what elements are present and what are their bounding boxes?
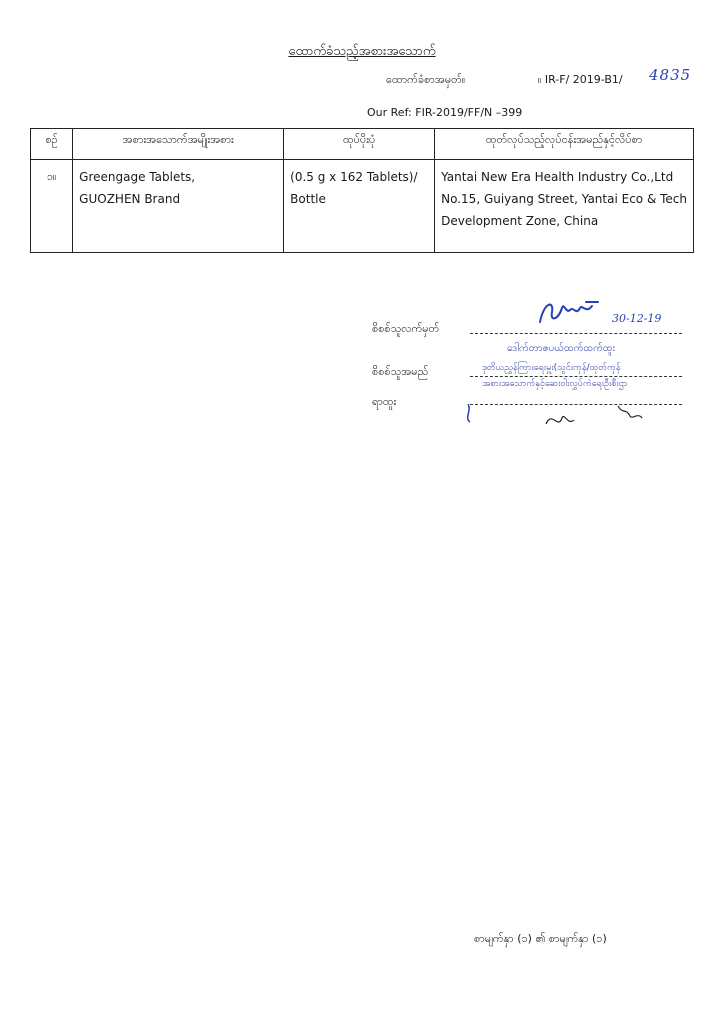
position-label: ရာထူး bbox=[372, 395, 397, 408]
page-number-footer: စာမျက်နှာ (၁) ၏ စာမျက်နှာ (၁) bbox=[474, 932, 607, 945]
header-manufacturer: ထုတ်လုပ်သည့်လုပ်ငန်းအမည်နှင့်လိပ်စာ bbox=[435, 129, 694, 160]
handwritten-date: 30-12-19 bbox=[612, 312, 662, 325]
import-number-handwritten: 4835 bbox=[649, 66, 692, 84]
name-dashed-line bbox=[470, 376, 682, 377]
stamp-title-line-2: အစားအသောက်နှင့်ဆေးဝါးလွှပ်ကဲရေးဦးစီးဌာ bbox=[482, 379, 628, 389]
product-brand-line: GUOZHEN Brand bbox=[79, 192, 181, 206]
our-reference: Our Ref: FIR-2019/FF/N –399 bbox=[367, 106, 523, 119]
header-serial-no: စဉ် bbox=[31, 129, 73, 160]
manufacturer-address-2: Development Zone, China bbox=[441, 214, 599, 228]
checker-name-label: စိစစ်သူအမည် bbox=[372, 365, 429, 378]
cell-serial-no: ၁။ bbox=[31, 160, 73, 253]
stamp-title-line-1: ဒုတိယညွှန်ကြားရေးမှူး(သွင်းကုန်/ထုတ်ကုန် bbox=[482, 363, 621, 373]
packing-line: (0.5 g x 162 Tablets)/ bbox=[290, 170, 418, 184]
handwritten-signature bbox=[536, 296, 616, 330]
product-line: Greengage Tablets, bbox=[79, 170, 196, 184]
header-food-type: အစားအသောက်အမျိုးအစား bbox=[73, 129, 284, 160]
header-packing: ထုပ်ပိုးပုံ bbox=[284, 129, 435, 160]
signature-label: စိစစ်သူလက်မှတ် bbox=[372, 322, 440, 335]
table-row bbox=[31, 160, 694, 253]
cell-packing bbox=[284, 160, 435, 253]
stamp-name: ဒေါက်တာဇပယ်ထက်ထက်ထူး bbox=[507, 343, 616, 354]
packing-container-line: Bottle bbox=[290, 192, 326, 206]
document-title: ထောက်ခံသည့်အစားအသောက် bbox=[288, 44, 436, 59]
manufacturer-address-1: No.15, Guiyang Street, Yantai Eco & Tech bbox=[441, 192, 687, 206]
import-number-label: ထောက်ခံစာအမှတ်။ bbox=[386, 73, 466, 86]
import-number-value: ။ IR-F/ 2019-B1/ bbox=[538, 73, 623, 86]
table-header-row bbox=[31, 129, 694, 160]
manufacturer-name: Yantai New Era Health Industry Co.,Ltd bbox=[441, 170, 674, 184]
signature-dashed-line bbox=[470, 333, 682, 334]
food-items-table bbox=[30, 128, 694, 253]
cell-product bbox=[73, 160, 284, 253]
cell-manufacturer bbox=[435, 160, 694, 253]
handwritten-initials bbox=[462, 400, 662, 436]
